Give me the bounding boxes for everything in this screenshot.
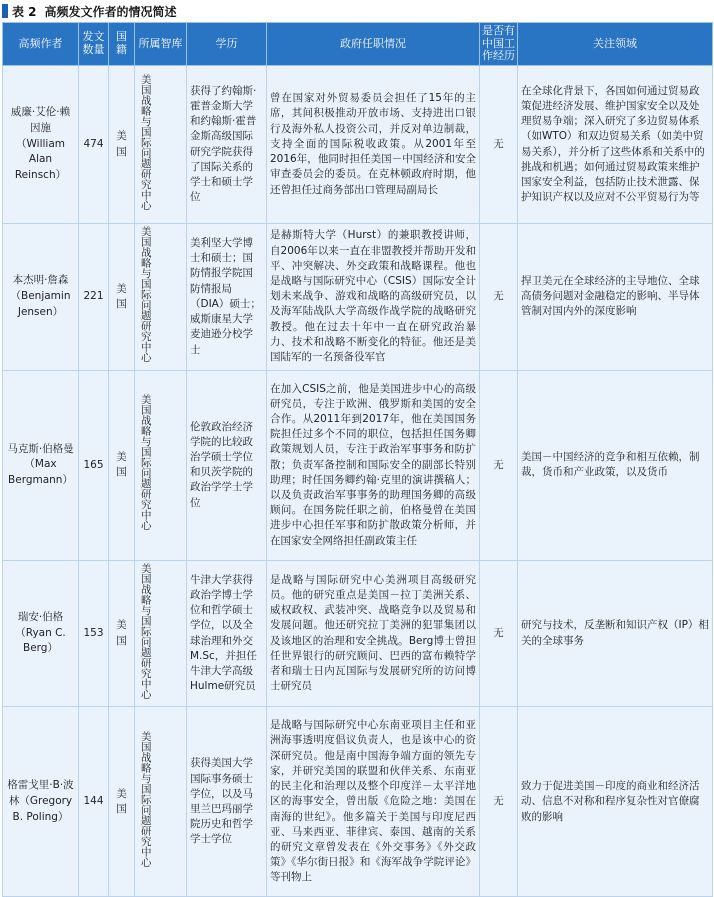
focus-area: 捍卫美元在全球经济的主导地位、全球高债务问题对金融稳定的影响、半导体管制对国内外的深度影响	[518, 224, 713, 371]
education: 伦敦政治经济学院的比较政治学硕士学位和贝茨学院的政治学学士学位	[187, 370, 267, 560]
authors-table	[2, 22, 713, 897]
think-tank-text: 美国战略与国际问题研究中心	[139, 731, 152, 868]
china-work: 无	[480, 560, 518, 707]
focus-area: 美国－中国经济的竞争和相互依赖，制裁，货币和产业政策，以及货币	[518, 370, 713, 560]
gov-experience: 是战略与国际研究中心美洲项目高级研究员。他的研究重点是美国－拉丁美洲关系、威权政权、武装冲突、战略竞争以及贸易和发展问题。他还研究拉丁美洲的犯罪集团以及该地区的治理和安全挑战。Berg博士曾担任世界银行的研究顾问、巴西的富布赖特学者和瑞士日内瓦国际与发展研究所的访问博士研究员	[267, 560, 480, 707]
education: 获得美国大学国际事务硕士学位，以及马里兰巴玛丽学院历史和哲学学士学位	[187, 707, 267, 897]
think-tank-text: 美国战略与国际问题研究中心	[139, 562, 152, 700]
post-count: 221	[79, 224, 109, 371]
header-gov-experience: 政府任职情况	[267, 23, 480, 66]
header-focus: 关注领域	[518, 23, 713, 66]
author-name: 威廉·艾伦·赖因施（William Alan Reinsch）	[3, 66, 79, 224]
nationality: 美国	[109, 560, 135, 707]
table-caption	[2, 2, 177, 20]
think-tank-text: 美国战略与国际问题研究中心	[139, 226, 152, 363]
author-name: 格雷戈里·B·波林（Gregory B. Poling）	[3, 707, 79, 897]
post-count: 153	[79, 560, 109, 707]
china-work: 无	[480, 66, 518, 224]
table-row	[3, 66, 713, 224]
think-tank	[135, 66, 187, 224]
table-row	[3, 370, 713, 560]
gov-experience: 是战略与国际研究中心东南亚项目主任和亚洲海事透明度倡议负责人，也是该中心的资深研究员。他是南中国海争端方面的领先专家，并研究美国的联盟和伙伴关系、东南亚的民主化和治理以及整个印度洋－太平洋地区的海事安全，曾出版《危险之地：美国在南海的世纪》。他多篇关于美国与印度尼西亚、马来西亚、菲律宾、泰国、越南的关系的研究文章曾发表在《外交事务》《外交政策》《华尔街日报》和《海军战争学院评论》等刊物上	[267, 707, 480, 897]
nationality: 美国	[109, 707, 135, 897]
caption-title: 高频发文作者的情况简述	[44, 4, 177, 19]
think-tank	[135, 560, 187, 707]
post-count: 165	[79, 370, 109, 560]
education: 获得了约翰斯·霍普金斯大学和约翰斯·霍普金斯高级国际研究学院获得了国际关系的学士和硕士学位	[187, 66, 267, 224]
nationality: 美国	[109, 66, 135, 224]
nationality: 美国	[109, 370, 135, 560]
china-work: 无	[480, 224, 518, 371]
think-tank-text: 美国战略与国际问题研究中心	[139, 73, 152, 211]
table-row	[3, 560, 713, 707]
focus-area: 在全球化背景下，各国如何通过贸易政策促进经济发展、维护国家安全以及处理贸易争端；深入研究了多边贸易体系（如WTO）和双边贸易关系（如美中贸易关系），并分析了这些体系和关系中的挑战和机遇；如何通过贸易政策来维护国家安全利益，包括防止技术泄露、保护知识产权以及应对不公平贸易行为等	[518, 66, 713, 224]
header-china-work: 是否有中国工作经历	[480, 23, 518, 66]
table-header-row	[3, 23, 713, 66]
header-count: 发文数量	[79, 23, 109, 66]
caption-marker	[2, 4, 8, 18]
china-work: 无	[480, 707, 518, 897]
post-count: 144	[79, 707, 109, 897]
author-name: 瑞安·伯格（Ryan C. Berg）	[3, 560, 79, 707]
think-tank	[135, 224, 187, 371]
header-education: 学历	[187, 23, 267, 66]
focus-area: 研究与技术，反垄断和知识产权（IP）相关的全球事务	[518, 560, 713, 707]
education: 牛津大学获得政治学博士学位和哲学硕士学位，以及全球治理和外交M.Sc，并担任牛津大学高级Hulme研究员	[187, 560, 267, 707]
header-nation: 国籍	[109, 23, 135, 66]
gov-experience: 在加入CSIS之前，他是美国进步中心的高级研究员，专注于欧洲、俄罗斯和美国的安全合作。从2011年到2017年，他在美国国务院担任过多个不同的职位，包括担任国务卿政策规划人员，专注于政治军事事务和防扩散；负责军备控制和国际安全的副部长特别助理；时任国务卿约翰·克里的演讲撰稿人；以及负责政治军事事务的助理国务卿的高级顾问。在国务院任职之前，伯格曼曾在美国进步中心担任军事和防扩散政策分析师，并在国家安全网络担任副政策主任	[267, 370, 480, 560]
author-name: 本杰明·詹森（Benjamin Jensen）	[3, 224, 79, 371]
gov-experience: 曾在国家对外贸易委员会担任了15年的主席，其间积极推动开放市场、支持进出口银行及海外私人投资公司，并反对单边制裁，支持全面的国际税收政策。从2001年至2016年，他同时担任美国－中国经济和安全审查委员会的委员。在克林顿政府时期，他还曾担任过商务部出口管理局副局长	[267, 66, 480, 224]
focus-area: 致力于促进美国－印度的商业和经济活动、信息不对称和程序复杂性对官僚腐败的影响	[518, 707, 713, 897]
nationality: 美国	[109, 224, 135, 371]
post-count: 474	[79, 66, 109, 224]
think-tank	[135, 370, 187, 560]
education: 美利坚大学博士和硕士；国防情报学院国防情报局（DIA）硕士；威斯康星大学麦迪逊分校学士	[187, 224, 267, 371]
table-row	[3, 707, 713, 897]
table-row	[3, 224, 713, 371]
china-work: 无	[480, 370, 518, 560]
caption-label: 表 2	[12, 4, 37, 19]
header-author: 高频作者	[3, 23, 79, 66]
author-name: 马克斯·伯格曼（Max Bergmann）	[3, 370, 79, 560]
think-tank-text: 美国战略与国际问题研究中心	[139, 394, 152, 531]
gov-experience: 是赫斯特大学（Hurst）的兼职教授讲师，自2006年以来一直在非盟教授并帮助开发和平、冲突解决、外交政策和战略课程。他也是战略与国际研究中心（CSIS）国际安全计划未来战争、游戏和战略的高级研究员，以及海军陆战队大学高级作战学院的战略研究教授。他在过去十年中一直在研究政治暴力、技术和战略不断变化的特征。他还是美国陆军的一名预备役军官	[267, 224, 480, 371]
think-tank	[135, 707, 187, 897]
header-think-tank: 所属智库	[135, 23, 187, 66]
